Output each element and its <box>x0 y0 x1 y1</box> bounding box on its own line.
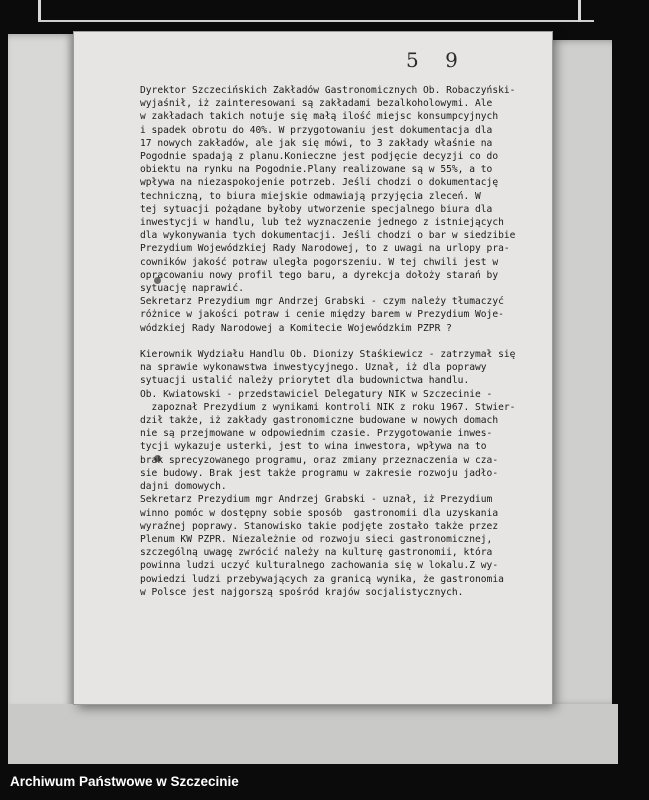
document-line: cowników jakość potraw uległa pogorszeniu. W tej chwili jest w <box>140 256 499 268</box>
document-line: tycji wykazuje usterki, jest to wina inwestora, wpływa na to <box>140 441 487 453</box>
document-line: Sekretarz Prezydium mgr Andrzej Grabski - czym należy tłumaczyć <box>140 296 504 308</box>
document-line: techniczną, to biura miejskie odmawiają przyjęcia zleceń. W <box>140 190 481 202</box>
document-line: sytuacji ustalić należy priorytet dla budownictwa handlu. <box>140 375 470 387</box>
frame-top-bar <box>38 20 594 22</box>
frame-corner-left <box>38 0 41 22</box>
document-line: wódzkiej Rady Narodowej a Komitecie Wojewódzkim PZPR ? <box>140 322 452 334</box>
document-line: powiedzi ludzi przebywających za granicą wynika, że gastronomia <box>140 573 504 585</box>
document-line: zapoznał Prezydium z wynikami kontroli NIK z roku 1967. Stwier- <box>140 401 516 413</box>
document-line: obiektu na rynku na Pogodnie.Plany realizowane są w 55%, a to <box>140 164 493 176</box>
document-line: różnice w jakości potraw i cenie między barem w Prezydium Woje- <box>140 309 504 321</box>
document-line: brak sprecyzowanego programu, oraz zmiany przeznaczenia w cza- <box>140 454 499 466</box>
document-line: i spadek obrotu do 40%. W przygotowaniu jest dokumentacja dla <box>140 124 493 136</box>
document-line: na sprawie wykonawstwa inwestycyjnego. Uznał, iż dla poprawy <box>140 362 487 374</box>
document-line: nie są przejmowane w odpowiednim czasie. Przygotowanie inwes- <box>140 428 493 440</box>
document-line: wyraźnej poprawy. Stanowisko takie podjęte zostało także przez <box>140 520 499 532</box>
page-number: 5 9 <box>406 48 468 72</box>
document-line: sie budowy. Brak jest także programu w zakresie rozwoju jadło- <box>140 467 499 479</box>
document-line: dajni domowych. <box>140 481 227 493</box>
document-line: winno pomóc w dostępny sobie sposób gastronomii dla uzyskania <box>140 507 499 519</box>
document-line: wyjaśnił, iż zainteresowani są zakładami bezalkoholowymi. Ale <box>140 98 493 110</box>
document-line: wpływa na niezaspokojenie potrzeb. Jeśli chodzi o dokumentację <box>140 177 499 189</box>
document-line: inwestycji w handlu, lub też wyznaczenie jednego z istniejących <box>140 217 504 229</box>
document-line: Plenum KW PZPR. Niezależnie od rozwoju sieci gastronomicznej, <box>140 533 493 545</box>
document-line <box>140 335 540 348</box>
frame-corner-right <box>578 0 581 22</box>
document-line: powinna ludzi uczyć kulturalnego zachowania się w lokalu.Z wy- <box>140 560 499 572</box>
document-line: 17 nowych zakładów, ale jak się mówi, to 3 zakłady właśnie na <box>140 137 493 149</box>
document-text <box>140 84 540 599</box>
document-line: Sekretarz Prezydium mgr Andrzej Grabski - uznał, iż Prezydium <box>140 494 493 506</box>
document-line: w Polsce jest najgorszą spośród krajów socjalistycznych. <box>140 586 464 598</box>
document-line: dził także, iż zakłady gastronomiczne budowane w nowych domach <box>140 415 499 427</box>
document-line: Prezydium Wojewódzkiej Rady Narodowej, to z uwagi na urlopy pra- <box>140 243 510 255</box>
document-line: sytuację naprawić. <box>140 283 244 295</box>
document-line: Ob. Kwiatowski - przedstawiciel Delegatury NIK w Szczecinie - <box>140 388 493 400</box>
document-line: w zakładach takich notuje się małą ilość miejsc konsumpcyjnych <box>140 111 499 123</box>
document-line: dla wykonywania tych dokumentacji. Jeśli chodzi o bar w siedzibie <box>140 230 516 242</box>
document-line: szczególną uwagę zwrócić należy na kulturę gastronomii, która <box>140 547 493 559</box>
document-line: Dyrektor Szczecińskich Zakładów Gastronomicznych Ob. Robaczyński- <box>140 85 516 96</box>
bottom-sheet <box>8 704 618 764</box>
document-line: Pogodnie spadają z planu.Konieczne jest podjęcie decyzji co do <box>140 151 499 163</box>
document-line: tej sytuacji pożądane byłoby utworzenie specjalnego biura dla <box>140 203 493 215</box>
document-line: Kierownik Wydziału Handlu Ob. Dionizy Staśkiewicz - zatrzymał się <box>140 349 516 361</box>
archive-label: Archiwum Państwowe w Szczecinie <box>10 774 239 789</box>
left-sheet <box>8 34 74 710</box>
document-line: opracowaniu nowy profil tego baru, a dyrekcja dołoży starań by <box>140 269 499 281</box>
